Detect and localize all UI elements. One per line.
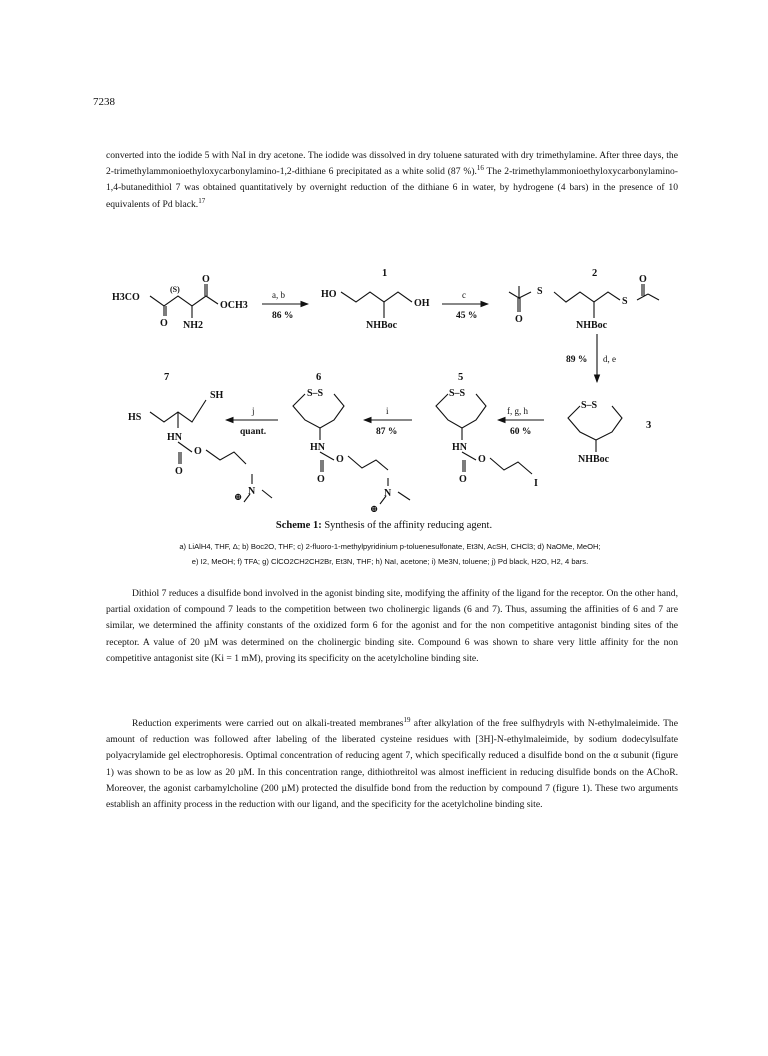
- compound6-plus-charge: ⊕: [370, 504, 379, 515]
- scheme-caption-text: Synthesis of the affinity reducing agent.: [321, 520, 493, 531]
- compound6-o: O: [336, 454, 344, 465]
- compound2-s1: S: [537, 286, 543, 297]
- compound6-ss: S–S: [307, 388, 324, 399]
- paragraph-affinity: Dithiol 7 reduces a disulfide bond involved in the agonist binding site, modifying the affinity of the ligand for the receptor. On the other hand, partial oxidation of compound 7 leads to the competition between two cholinergic ligands (6 and 7). Thus, assuming the affinities of 6 and 7 are similar, we determined the affinity constants of the oxidized form 6 for the agonist and for the non competitive antagonist binding sites of the receptor. A value of 20 µM was determined on the cholinergic binding site. Compound 6 was shown to share very little affinity for the non competitive antagonist site (Ki = 1 mM), proving its specificity on the acetylcholine binding site.: [106, 588, 678, 664]
- compound7-n: N: [248, 486, 256, 497]
- arrow-ab-conditions: a, b: [272, 290, 285, 300]
- reference-16: 16: [476, 164, 484, 173]
- arrow-fgh-yield: 60 %: [510, 427, 532, 437]
- compound5-hn: HN: [452, 442, 467, 453]
- arrow-c-conditions: c: [462, 290, 466, 300]
- paragraph-intro-part2: The 2-trimethylammonioethyloxycarbonylamino-1,4-butanedithiol 7 was obtained quantitatively by overnight reduction of the dithiane 6 in water, by hydrogene (4 bars) in the presence of 10 equivalents of Pd black.: [106, 166, 678, 210]
- footnote-line-2: e) I2, MeOH; f) TFA; g) ClCO2CH2CH2Br, Et3N, THF; h) NaI, acetone; i) Me3N, toluene; j) Pd black, H2O, H2, 4 bars.: [191, 557, 589, 566]
- arrow-de-yield: 89 %: [566, 355, 588, 365]
- reactant-och3: OCH3: [220, 300, 248, 311]
- compound5-o-low: O: [459, 474, 467, 485]
- compound7-hs: HS: [128, 412, 142, 423]
- reactant-nh2: NH2: [183, 320, 203, 331]
- compound7-sh: SH: [210, 390, 224, 401]
- paragraph-intro: [106, 148, 678, 213]
- compound-number-3: 3: [646, 420, 652, 431]
- compound3-nhboc: NHBoc: [578, 454, 610, 465]
- compound1-nhboc: NHBoc: [366, 320, 398, 331]
- compound7-plus-charge: ⊕: [234, 492, 243, 503]
- compound5-ss: S–S: [449, 388, 466, 399]
- footnote-line-1: a) LiAlH4, THF, Δ; b) Boc2O, THF; c) 2-fluoro-1-methylpyridinium p-toluenesulfonate, Et3N, AcSH, CHCl3; d) NaOMe, MeOH;: [179, 542, 601, 551]
- reactant-o-low: O: [160, 318, 168, 329]
- compound2-s2: S: [622, 296, 628, 307]
- compound1-oh: OH: [414, 298, 430, 309]
- compound6-o-low: O: [317, 474, 325, 485]
- scheme-caption-label: Scheme 1:: [275, 520, 322, 531]
- compound-number-7: 7: [164, 372, 170, 383]
- arrow-i-yield: 87 %: [376, 427, 398, 437]
- compound-number-5: 5: [458, 372, 464, 383]
- compound7-o: O: [194, 446, 202, 457]
- paragraph-intro-part1: converted into the iodide 5 with NaI in dry acetone. The iodide was dissolved in dry toluene saturated with dry trimethylamine. After three days, the 2-trimethylammonioethyloxycarbonylamino-1,2-dithiane 6 precipitated as a white solid (87 %).: [106, 150, 678, 178]
- compound6-n: N: [384, 488, 392, 499]
- compound3-ss: S–S: [581, 400, 598, 411]
- scheme-caption: [0, 520, 768, 531]
- reference-17: 17: [198, 196, 206, 205]
- compound1-ho: HO: [321, 289, 337, 300]
- compound5-iodine: I: [534, 478, 538, 489]
- arrow-j-conditions: j: [252, 406, 255, 416]
- scheme-footnote: [100, 539, 680, 569]
- compound2-o-low: O: [515, 314, 523, 325]
- page-number: 7238: [93, 96, 115, 108]
- arrow-j-yield: quant.: [240, 427, 267, 437]
- arrow-c-yield: 45 %: [456, 311, 478, 321]
- compound2-nhboc: NHBoc: [576, 320, 608, 331]
- compound5-o: O: [478, 454, 486, 465]
- compound-number-2: 2: [592, 268, 598, 279]
- compound2-o-top: O: [639, 274, 647, 285]
- arrow-ab-yield: 86 %: [272, 311, 294, 321]
- arrow-i-conditions: i: [386, 406, 389, 416]
- arrow-fgh-conditions: f, g, h: [507, 406, 528, 416]
- compound-number-6: 6: [316, 372, 322, 383]
- reactant-o-top: O: [202, 274, 210, 285]
- stereo-label: (S): [170, 285, 180, 294]
- paragraph-reduction-part2: after alkylation of the free sulfhydryls with N-ethylmaleimide. The amount of reduction was followed after labeling of the liberated cysteine residues with [3H]-N-ethylmaleimide, by sodium dodecylsulfate polyacrylamide gel electrophoresis. Optimal concentration of reducing agent 7, which specifically reduced a disulfide bond on the α subunit (figure 1) was shown to be as low as 20 µM. In this concentration range, dithiothreitol was almost inefficient in reducing disulfide bonds on the AChoR. Moreover, the agonist carbamylcholine (200 µM) protected the disulfide bond from the reduction by compound 7 (figure 1). These two arguments establish an affinity process in the reduction with our ligand, and the specificity for the acetylcholine binding site.: [106, 718, 678, 811]
- reference-19: 19: [403, 715, 411, 724]
- compound7-o-low: O: [175, 466, 183, 477]
- compound-number-1: 1: [382, 268, 388, 279]
- compound7-hn: HN: [167, 432, 182, 443]
- reactant-h3co: H3CO: [112, 292, 140, 303]
- paragraph-reduction-part1: Reduction experiments were carried out on alkali-treated membranes: [132, 718, 404, 729]
- arrow-de-conditions: d, e: [603, 354, 616, 364]
- paragraph-reduction: [106, 716, 678, 813]
- compound6-hn: HN: [310, 442, 325, 453]
